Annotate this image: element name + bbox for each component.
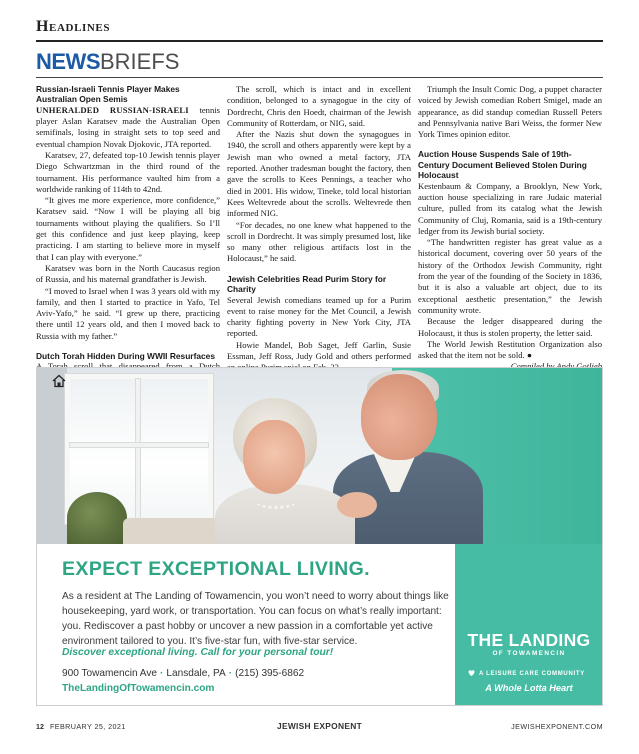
article-text: tennis player Aslan Karatsev made the Australian Open semifinals, losing in straight sets to top seed and eventual champion Novak Djokovic, JTA reported.: [36, 104, 220, 149]
article-paragraph: Karatsev, 27, defeated top-10 Jewish tennis player Diego Schwartzman in the third round of the tournament. His performance vaulted him from a worldwide ranking of 114th to 42nd.: [36, 150, 220, 194]
article-paragraph: Howie Mandel, Bob Saget, Jeff Garlin, Susie Essman, Jeff Ross, Judy Gold and others performed: [227, 339, 411, 362]
article-paragraph: [36, 105, 220, 150]
ad-website-link[interactable]: TheLandingOfTowamencin.com: [62, 683, 215, 694]
article-paragraph: “The handwritten register has great value as a historical document, covering over 50 years of the history of the Orthodox Jewish Community, right from the year of the founding of the Society in 1836, but it is also a valuable art object, due to its exceptional aesthetic presentation,” the Jewish community wrote.: [418, 237, 602, 315]
ad-address: 900 Towamencin Ave: [62, 668, 158, 679]
ad-contact: 900 Towamencin Ave · Lansdale, PA · (215) 395-6862: [62, 668, 305, 679]
article-paragraph: Karatsev was born in the North Caucasus region of Russia, and his maternal grandfather is Jewish.: [36, 262, 220, 285]
leisure-care-icon: [467, 668, 476, 677]
article-lead-in: UNHERALDED RUSSIAN-ISRAELI: [36, 104, 189, 115]
newsbriefs-news: NEWS: [36, 49, 100, 74]
article-paragraph: “I moved to Israel when I was 3 years old with my family, and then I started to practice in Yafo, Tel Aviv-Yafo,” he said. “I grew up there, practicing there until 12 years old, and then I moved back to Russia with my father.”: [36, 285, 220, 341]
issue-date: FEBRUARY 25, 2021: [50, 722, 126, 731]
article-paragraph: Because the ledger disappeared during the Holocaust, it thus is stolen property, the letter said.: [418, 316, 602, 338]
ad-body: As a resident at The Landing of Towamencin, you won’t need to worry about things like housekeeping, yard work, or transportation. You can focus on what’s really important: you. Rediscover a past hobby or uncover a new passion in a comfortable yet active environment tailored to you. It’s five-star fun, with five-star service.: [62, 591, 449, 647]
logo-tag-text: A LEISURE CARE COMMUNITY: [479, 671, 585, 677]
article-paragraph: Kestenbaum & Company, a Brooklyn, New York, auction house specializing in rare Judaic material culture, pulled from its catalog what the Jewish Community of Cluj, Romania, said is a 19th-century ledger from its Jewish burial society.: [418, 180, 602, 236]
newsbriefs-heading: [36, 50, 179, 74]
man-head: [361, 374, 437, 460]
home-icon: [52, 374, 66, 388]
publication-name: JEWISH EXPONENT: [276, 721, 362, 731]
article-headline-torah: Dutch Torah Hidden During WWII Resurfaces: [36, 351, 215, 362]
column-1: [36, 84, 220, 407]
article-paragraph: “For decades, no one knew what happened to the scroll in Dordrecht. It was simply presumed lost, like so many other religious artifacts lost in the Holocaust,” he said.: [227, 219, 411, 264]
column-2: [227, 84, 411, 408]
hand: [337, 492, 377, 518]
article-paragraph: Triumph the Insult Comic Dog, a puppet character voiced by Jewish comedian Robert Smigel, made an appearance, as did standup comedian Russell Peters and Pennsylvania native Bari Weiss, the former New York Times opinion editor.: [418, 84, 602, 140]
article-paragraph: After the Nazis shut down the synagogues in 1940, the scroll and others apparently were kept by a Jewish man who owned a metal factory, JTA reported. Another tradesman bought the factory, then gave the scrolls to Kees Pennings, a teacher who died in 2001. His widow, Tineke, told local historian Kees Weltevrede about the scrolls. Weltevrede then informed NIG.: [227, 129, 411, 219]
section-rule: [36, 40, 603, 42]
ad-city: Lansdale, PA: [166, 668, 226, 679]
logo-tagline: [467, 668, 585, 677]
ad-call-to-action: Discover exceptional living. Call for your personal tour!: [62, 647, 334, 658]
publication-website: JEWISHEXPONENT.COM: [511, 722, 603, 731]
article-paragraph: Several Jewish comedians teamed up for a Purim event to raise money for the Met Council, a Jewish charity fighting poverty in New York City, JTA reported.: [227, 294, 411, 339]
ad-phone[interactable]: (215) 395-6862: [235, 668, 305, 679]
article-paragraph: The World Jewish Restitution Organization also asked that the item not be sold. ●: [418, 338, 602, 361]
plant: [67, 492, 127, 544]
section-label-text: Headlines: [36, 18, 111, 35]
advertisement: [36, 367, 603, 706]
article-paragraph: “It gives me more experience, more confidence,” Karatsev said. “Now I will be playing all big tournaments without playing the qualifiers. So I’ll get this confidence and just keep playing, keep practicing. I am starting to believe more in myself that I can play with everyone.”: [36, 195, 220, 262]
article-headline-auction: Auction House Suspends Sale of 19th-Century Document Believed Stolen During Holocaust: [418, 149, 587, 181]
logo-sub: OF TOWAMENCIN: [492, 650, 566, 657]
page-footer: [36, 722, 603, 734]
heading-rule: [36, 77, 603, 78]
page-number: 12: [36, 722, 44, 731]
ad-photo: [37, 368, 602, 544]
ad-brand-panel: [455, 544, 603, 706]
ad-title: EXPECT EXCEPTIONAL LIVING.: [62, 558, 371, 580]
logo-main: THE LANDING: [467, 630, 591, 650]
pearl-necklace: [255, 493, 297, 509]
article-paragraph: The scroll, which is intact and in excellent condition, belonged to a synagogue in the city of Dordrecht, Chris den Hoedt, chairman of the Jewish Community of Rotterdam, or NIG, said.: [227, 84, 411, 128]
woman-face: [243, 420, 305, 494]
column-3: [418, 84, 602, 373]
newsbriefs-briefs: BRIEFS: [100, 49, 180, 74]
section-label: [36, 18, 110, 36]
article-headline-tennis: Russian-Israeli Tennis Player Makes Australian Open Semis: [36, 84, 180, 105]
ad-slogan: A Whole Lotta Heart: [485, 683, 573, 693]
article-headline-purim: Jewish Celebrities Read Purim Story for Charity: [227, 273, 387, 295]
